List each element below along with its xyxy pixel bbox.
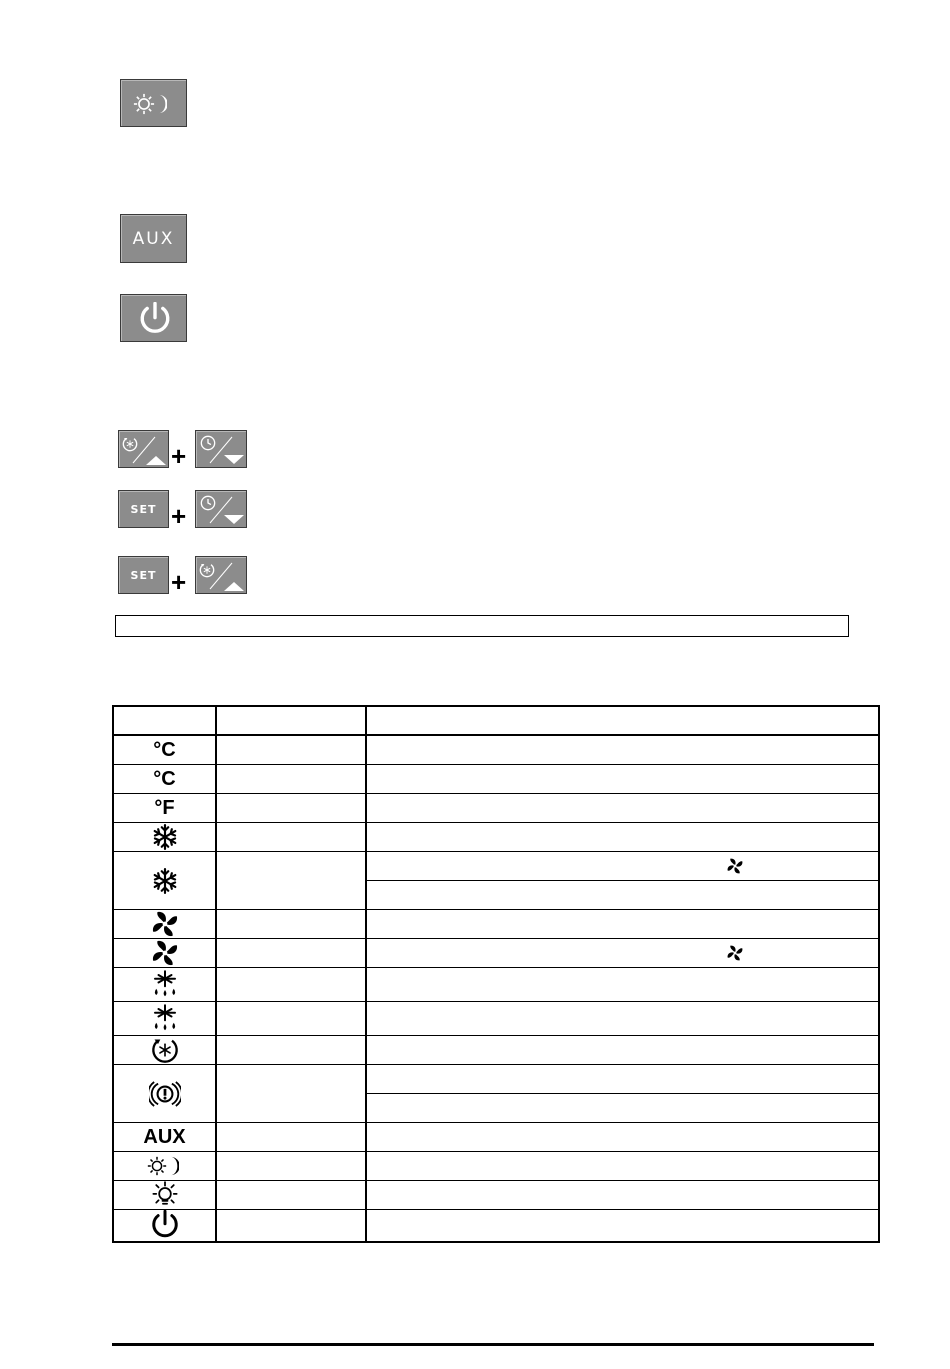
table-row <box>113 823 879 852</box>
icon-table <box>112 705 880 1243</box>
clock-down-key[interactable] <box>195 430 247 468</box>
set-key-label: SET <box>130 568 157 582</box>
table-row <box>113 765 879 794</box>
set-key[interactable] <box>118 490 169 528</box>
table-header-cell <box>113 706 216 735</box>
combo-plus: + <box>171 441 187 471</box>
table-row <box>113 910 879 939</box>
table-row <box>113 1123 879 1152</box>
defrost-up-icon <box>119 431 170 469</box>
aux-icon: AUX <box>143 1125 186 1148</box>
sun-moon-icon <box>145 1154 185 1178</box>
table-row <box>113 1002 879 1036</box>
alarm-icon <box>149 1080 181 1108</box>
aux-key-label: AUX <box>132 228 175 249</box>
fan-icon <box>727 858 743 874</box>
defrost-up-key[interactable] <box>118 430 169 468</box>
table-row <box>113 1036 879 1065</box>
combo-plus: + <box>171 501 187 531</box>
set-key-label: SET <box>130 502 157 516</box>
fan-icon <box>152 911 178 937</box>
drip-icon <box>150 1004 180 1034</box>
footer-rule <box>112 1343 874 1346</box>
snowflake-icon <box>152 868 178 894</box>
light-bulb-icon <box>151 1181 179 1209</box>
table-row <box>113 735 879 765</box>
fan-icon <box>727 945 743 961</box>
power-icon <box>150 1210 180 1240</box>
clock-down-icon <box>196 431 248 469</box>
clock-down-key[interactable] <box>195 490 247 528</box>
drip-icon <box>150 970 180 1000</box>
table-header-cell <box>216 706 366 735</box>
table-row <box>113 1210 879 1242</box>
table-header-cell <box>366 706 879 735</box>
celsius-icon: °C <box>153 738 176 761</box>
defrost-up-icon <box>196 557 248 595</box>
combo-plus: + <box>171 567 187 597</box>
set-key[interactable] <box>118 556 169 594</box>
fan-icon <box>152 940 178 966</box>
table-row <box>113 939 879 968</box>
power-key[interactable] <box>120 294 187 342</box>
table-header-row <box>113 706 879 735</box>
aux-key[interactable] <box>120 214 187 263</box>
power-icon <box>121 295 188 343</box>
clock-down-icon <box>196 491 248 529</box>
table-row <box>113 1181 879 1210</box>
table-row <box>113 1152 879 1181</box>
table-row <box>113 794 879 823</box>
defrost-icon <box>151 1036 179 1064</box>
sun-moon-key[interactable] <box>120 79 187 127</box>
fahrenheit-icon: °F <box>154 796 175 819</box>
table-row <box>113 852 879 881</box>
sun-moon-icon <box>121 80 188 128</box>
celsius-icon: °C <box>153 767 176 790</box>
defrost-up-key[interactable] <box>195 556 247 594</box>
table-row <box>113 1065 879 1094</box>
note-box <box>115 615 849 637</box>
snowflake-icon <box>152 824 178 850</box>
table-row <box>113 968 879 1002</box>
